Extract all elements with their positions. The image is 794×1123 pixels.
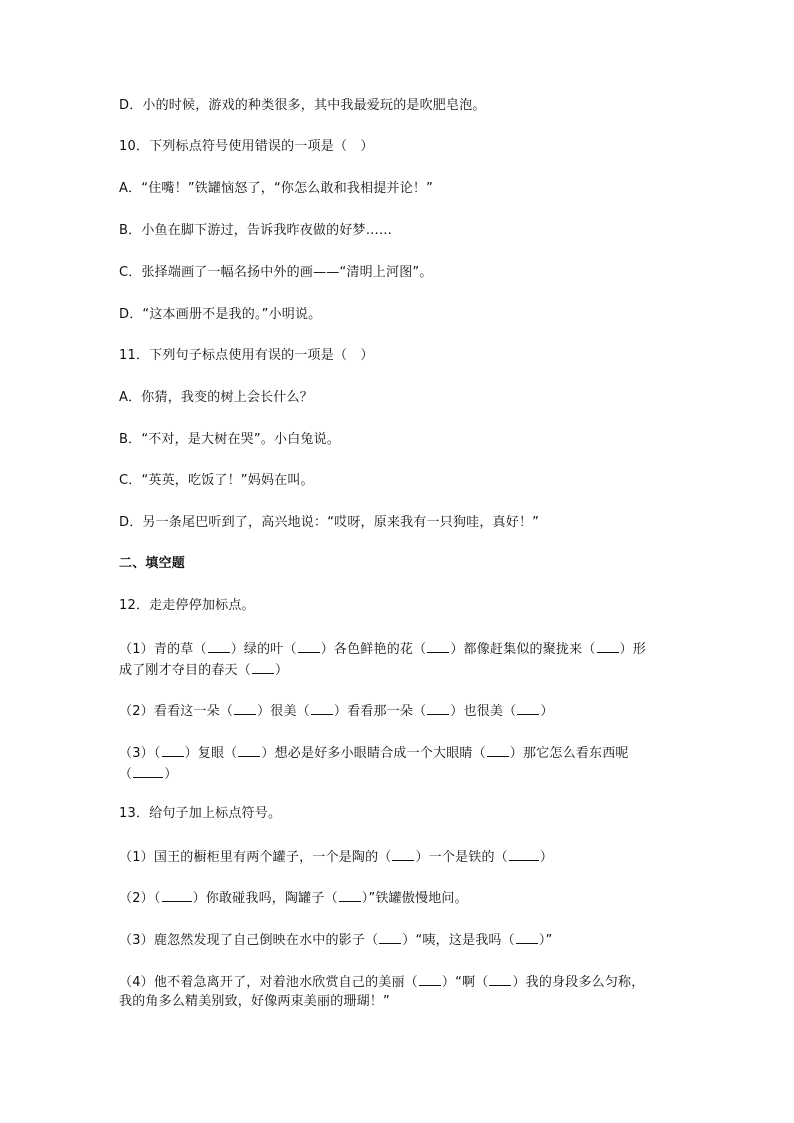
q13-stem: 13．给句子加上标点符号。	[119, 806, 282, 821]
q13-item-1: （1）国王的橱柜里有两个罐子，一个是陶的（ ）一个是铁的（ ）	[119, 846, 553, 868]
answer-blank[interactable]	[162, 742, 184, 757]
q10-option-a: A．“住嘴！”铁罐恼怒了，“你怎么敢和我相提并论！”	[119, 181, 434, 196]
q12-stem: 12．走走停停加标点。	[119, 598, 255, 613]
answer-blank[interactable]	[487, 742, 509, 757]
q10-option-d: D．“这本画册不是我的。”小明说。	[119, 307, 322, 322]
q11-option-b: B．“不对，是大树在哭”。小白兔说。	[119, 432, 340, 447]
answer-blank[interactable]	[427, 700, 449, 715]
answer-blank[interactable]	[509, 846, 539, 861]
q11-option-c: C．“英英，吃饭了！”妈妈在叫。	[119, 473, 314, 488]
q9-option-d: D．小的时候，游戏的种类很多，其中我最爱玩的是吹肥皂泡。	[119, 98, 486, 113]
q11-option-d: D．另一条尾巴听到了，高兴地说：“哎呀，原来我有一只狗哇，真好！”	[119, 515, 540, 530]
q12-item-1-cont: 成了刚才夺目的春天（ ）	[119, 659, 288, 681]
q10-option-b: B．小鱼在脚下游过，告诉我昨夜做的好梦……	[119, 223, 393, 238]
q12-item-3-cont: （ ）	[119, 763, 177, 785]
answer-blank[interactable]	[238, 742, 260, 757]
answer-blank[interactable]	[516, 929, 538, 944]
answer-blank[interactable]	[379, 929, 401, 944]
q10-option-c: C．张择端画了一幅名扬中外的画——“清明上河图”。	[119, 265, 433, 280]
answer-blank[interactable]	[489, 971, 511, 986]
section-title-fill-in: 二、填空题	[119, 556, 186, 571]
answer-blank[interactable]	[234, 700, 256, 715]
q12-item-3: （3）（ ）复眼（ ）想必是好多小眼睛合成一个大眼睛（ ）那它怎么看东西呢	[119, 742, 629, 764]
answer-blank[interactable]	[208, 638, 230, 653]
q11-stem: 11．下列句子标点使用有误的一项是（ ）	[119, 348, 374, 363]
answer-blank[interactable]	[298, 638, 320, 653]
answer-blank[interactable]	[427, 638, 449, 653]
q11-option-a: A．你猜，我变的树上会长什么？	[119, 390, 313, 405]
answer-blank[interactable]	[162, 887, 192, 902]
answer-blank[interactable]	[252, 659, 274, 674]
answer-blank[interactable]	[311, 700, 333, 715]
q10-stem: 10．下列标点符号使用错误的一项是（ ）	[119, 139, 374, 154]
answer-blank[interactable]	[597, 638, 619, 653]
q13-item-3: （3）鹿忽然发现了自己倒映在水中的影子（ ）“咦，这是我吗（ ）”	[119, 929, 552, 951]
answer-blank[interactable]	[419, 971, 441, 986]
q13-item-4-cont: 我的角多么精美别致，好像两束美丽的珊瑚！”	[119, 994, 390, 1009]
q12-item-2: （2）看看这一朵（ ）很美（ ）看看那一朵（ ）也很美（ ）	[119, 700, 554, 722]
answer-blank[interactable]	[133, 763, 163, 778]
answer-blank[interactable]	[517, 700, 539, 715]
answer-blank[interactable]	[392, 846, 414, 861]
q13-item-4: （4）他不着急离开了，对着池水欣赏自己的美丽（ ）“啊（ ）我的身段多么匀称，	[119, 971, 644, 993]
q13-item-2: （2）（ ）你敢碰我吗，陶罐子（ ）”铁罐傲慢地问。	[119, 887, 468, 909]
answer-blank[interactable]	[339, 887, 361, 902]
q12-item-1: （1）青的草（ ）绿的叶（ ）各色鲜艳的花（ ）都像赶集似的聚拢来（ ）形	[119, 638, 646, 660]
